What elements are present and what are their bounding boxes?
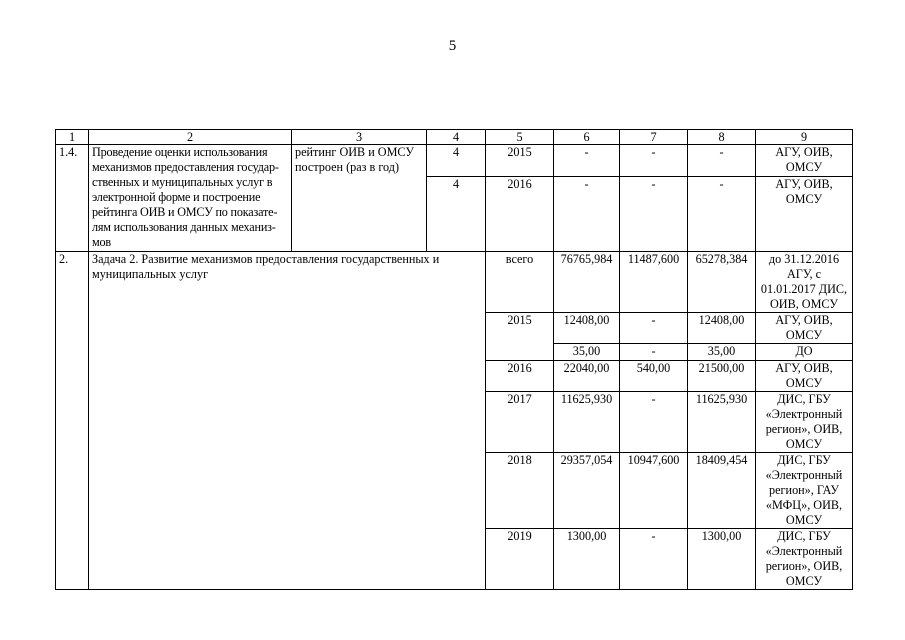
table-cell: - <box>620 392 688 453</box>
table-cell: - <box>620 529 688 590</box>
executor-cell: до 31.12.2016 АГУ, с 01.01.2017 ДИС, ОИВ, ОМСУ <box>756 252 853 313</box>
executor-cell: ДИС, ГБУ «Электронный регион», ОИВ, ОМСУ <box>756 529 853 590</box>
header-row <box>56 130 853 145</box>
executor-cell: АГУ, ОИВ, ОМСУ <box>756 361 853 392</box>
table-cell: 21500,00 <box>688 361 756 392</box>
table-cell: - <box>620 177 688 252</box>
header-cell: 1 <box>56 130 89 145</box>
table-cell: 1300,00 <box>554 529 620 590</box>
executor-cell: АГУ, ОИВ, ОМСУ <box>756 177 853 252</box>
table-cell: 1300,00 <box>688 529 756 590</box>
table-cell: - <box>554 177 620 252</box>
header-cell: 2 <box>89 130 292 145</box>
indicator-cell: рейтинг ОИВ и ОМСУ построен (раз в год) <box>292 145 427 252</box>
executor-cell: АГУ, ОИВ, ОМСУ <box>756 145 853 177</box>
header-cell: 6 <box>554 130 620 145</box>
table-cell: 18409,454 <box>688 453 756 529</box>
table-cell: 10947,600 <box>620 453 688 529</box>
header-cell: 8 <box>688 130 756 145</box>
table-cell: 11625,930 <box>554 392 620 453</box>
table-cell: 11487,600 <box>620 252 688 313</box>
year-cell: 2018 <box>486 453 554 529</box>
header-cell: 9 <box>756 130 853 145</box>
table-cell: 12408,00 <box>554 313 620 344</box>
table-cell: - <box>688 177 756 252</box>
table-cell: 76765,984 <box>554 252 620 313</box>
table-cell: - <box>620 313 688 344</box>
table-cell: - <box>620 344 688 361</box>
table-cell: - <box>620 145 688 177</box>
header-cell: 5 <box>486 130 554 145</box>
row-number: 1.4. <box>56 145 89 252</box>
year-cell: 2017 <box>486 392 554 453</box>
table-cell: 65278,384 <box>688 252 756 313</box>
year-cell: 2016 <box>486 177 554 252</box>
table-cell: 22040,00 <box>554 361 620 392</box>
executor-cell: ДО <box>756 344 853 361</box>
year-cell: 2016 <box>486 361 554 392</box>
table-cell: 540,00 <box>620 361 688 392</box>
table-cell: 35,00 <box>554 344 620 361</box>
page-number: 5 <box>448 38 457 54</box>
program-table <box>55 129 853 590</box>
table-row <box>56 252 853 313</box>
header-cell: 4 <box>427 130 486 145</box>
row-number: 2. <box>56 252 89 590</box>
task-name: Задача 2. Развитие механизмов предоставления государственных и муниципальных услуг <box>89 252 486 590</box>
header-cell: 3 <box>292 130 427 145</box>
executor-cell: АГУ, ОИВ, ОМСУ <box>756 313 853 344</box>
year-cell: 2015 <box>486 313 554 361</box>
year-cell: 2015 <box>486 145 554 177</box>
table-cell: 29357,054 <box>554 453 620 529</box>
executor-cell: ДИС, ГБУ «Электронный регион», ГАУ «МФЦ», ОИВ, ОМСУ <box>756 453 853 529</box>
measure-name: Проведение оценки использования механизмов предоставления государ-ственных и муниципальных услуг в электронной форме и построение рейтинга ОИВ и ОМСУ по показате-лям использования данных механиз-мов <box>89 145 292 252</box>
executor-cell: ДИС, ГБУ «Электронный регион», ОИВ, ОМСУ <box>756 392 853 453</box>
table-cell: 4 <box>427 145 486 177</box>
table-cell: 11625,930 <box>688 392 756 453</box>
year-cell: 2019 <box>486 529 554 590</box>
table-cell: 35,00 <box>688 344 756 361</box>
table-cell: - <box>554 145 620 177</box>
table-cell: 4 <box>427 177 486 252</box>
table-cell: 12408,00 <box>688 313 756 344</box>
table-row <box>56 145 853 177</box>
year-cell: всего <box>486 252 554 313</box>
header-cell: 7 <box>620 130 688 145</box>
table-cell: - <box>688 145 756 177</box>
